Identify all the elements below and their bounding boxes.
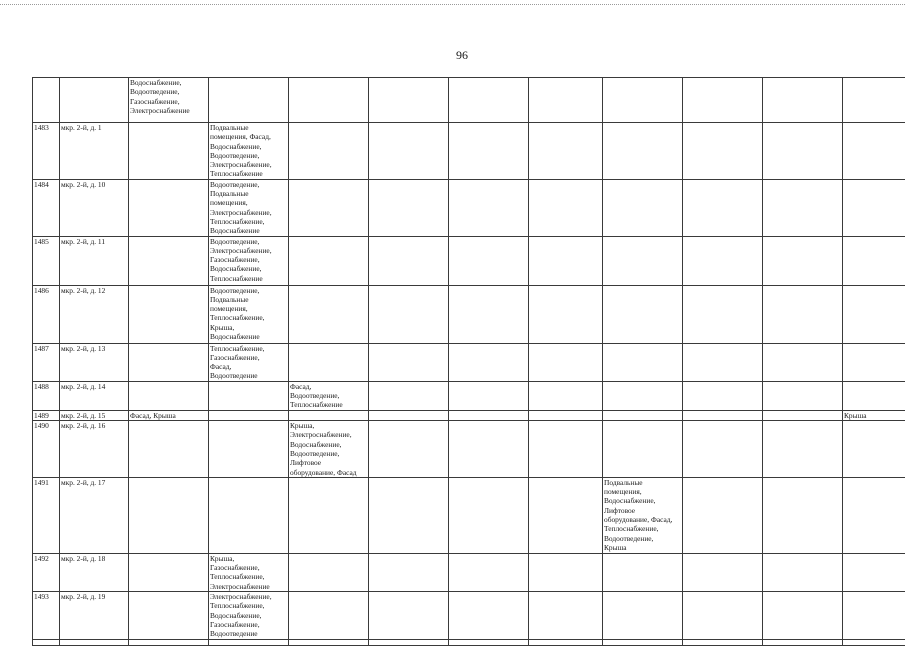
work-type-cell — [529, 123, 603, 180]
work-type-cell — [843, 553, 905, 591]
work-type-cell — [369, 343, 449, 381]
work-type-cell — [449, 410, 529, 420]
work-type-cell: Крыша, Электроснабжение, Водоснабжение, Водоотведение, Лифтовое оборудование, Фасад — [289, 421, 369, 478]
work-type-cell — [449, 421, 529, 478]
work-type-cell — [763, 179, 843, 236]
address-cell: мкр. 2-й, д. 1 — [60, 123, 129, 180]
work-type-cell — [369, 179, 449, 236]
table-row — [33, 477, 905, 553]
work-type-cell: Электроснабжение, Теплоснабжение, Водоснабжение, Газоснабжение, Водоотведение — [209, 592, 289, 639]
address-cell: мкр. 2-й, д. 15 — [60, 410, 129, 420]
work-type-cell — [369, 592, 449, 639]
work-type-cell — [289, 236, 369, 285]
work-type-cell — [683, 78, 763, 123]
work-type-cell — [529, 236, 603, 285]
row-number-cell: 1492 — [33, 553, 60, 591]
work-type-cell: Водоснабжение, Водоотведение, Газоснабжение, Электроснабжение — [129, 78, 209, 123]
work-type-cell — [129, 592, 209, 639]
row-number-cell: 1491 — [33, 477, 60, 553]
work-type-cell — [683, 421, 763, 478]
work-type-cell — [683, 553, 763, 591]
work-type-cell — [603, 381, 683, 410]
table-row — [33, 78, 905, 123]
work-type-cell — [683, 236, 763, 285]
work-type-cell — [449, 343, 529, 381]
work-type-cell — [603, 285, 683, 343]
work-type-cell — [209, 477, 289, 553]
work-type-cell — [843, 236, 905, 285]
work-type-cell — [289, 343, 369, 381]
work-type-cell — [369, 477, 449, 553]
work-type-cell — [369, 236, 449, 285]
work-type-cell — [449, 78, 529, 123]
scan-edge-line — [0, 4, 905, 5]
work-type-cell: Водоотведение, Подвальные помещения, Теплоснабжение, Крыша, Водоснабжение — [209, 285, 289, 343]
work-type-cell — [289, 123, 369, 180]
work-type-cell — [289, 553, 369, 591]
work-type-cell — [843, 78, 905, 123]
work-type-cell — [763, 78, 843, 123]
work-type-cell — [843, 477, 905, 553]
row-number-cell: 1485 — [33, 236, 60, 285]
work-type-cell — [369, 553, 449, 591]
table-row — [33, 343, 905, 381]
work-type-cell: Крыша, Газоснабжение, Теплоснабжение, Электроснабжение — [209, 553, 289, 591]
work-type-cell — [763, 123, 843, 180]
work-type-cell: Подвальные помещения, Фасад, Водоснабжение, Водоотведение, Электроснабжение, Теплоснабжение — [209, 123, 289, 180]
work-type-cell — [683, 343, 763, 381]
repair-schedule-table — [32, 77, 905, 646]
work-type-cell — [603, 78, 683, 123]
work-type-cell — [449, 477, 529, 553]
work-type-cell — [843, 381, 905, 410]
work-type-cell — [449, 236, 529, 285]
work-type-cell — [289, 410, 369, 420]
address-cell: мкр. 2-й, д. 19 — [60, 592, 129, 639]
page-number: 96 — [456, 48, 468, 63]
work-type-cell: Водоотведение, Электроснабжение, Газоснабжение, Водоснабжение, Теплоснабжение — [209, 236, 289, 285]
work-type-cell — [289, 477, 369, 553]
work-type-cell — [683, 592, 763, 639]
work-type-cell — [763, 285, 843, 343]
work-type-cell — [449, 553, 529, 591]
work-type-cell — [129, 381, 209, 410]
work-type-cell — [369, 421, 449, 478]
work-type-cell — [683, 410, 763, 420]
work-type-cell — [603, 421, 683, 478]
work-type-cell — [369, 285, 449, 343]
work-type-cell — [289, 78, 369, 123]
work-type-cell — [683, 381, 763, 410]
work-type-cell — [449, 179, 529, 236]
work-type-cell — [603, 553, 683, 591]
row-number-cell: 1488 — [33, 381, 60, 410]
work-type-cell — [843, 592, 905, 639]
work-type-cell — [289, 592, 369, 639]
work-type-cell — [683, 477, 763, 553]
work-type-cell — [209, 410, 289, 420]
work-type-cell: Подвальные помещения, Водоснабжение, Лифтовое оборудование, Фасад, Теплоснабжение, Водоотведение, Крыша — [603, 477, 683, 553]
work-type-cell — [529, 477, 603, 553]
work-type-cell — [763, 421, 843, 478]
work-type-cell — [129, 179, 209, 236]
work-type-cell — [449, 381, 529, 410]
row-number-cell: 1493 — [33, 592, 60, 639]
work-type-cell — [129, 123, 209, 180]
work-type-cell — [603, 179, 683, 236]
work-type-cell — [369, 410, 449, 420]
work-type-cell — [129, 477, 209, 553]
work-type-cell — [843, 179, 905, 236]
row-number-cell: 1490 — [33, 421, 60, 478]
work-type-cell — [763, 343, 843, 381]
work-type-cell: Водоотведение, Подвальные помещения, Электроснабжение, Теплоснабжение, Водоснабжение — [209, 179, 289, 236]
work-type-cell — [843, 343, 905, 381]
work-type-cell — [369, 78, 449, 123]
work-type-cell — [603, 236, 683, 285]
work-type-cell — [763, 236, 843, 285]
address-cell: мкр. 2-й, д. 14 — [60, 381, 129, 410]
work-type-cell — [449, 123, 529, 180]
work-type-cell — [529, 381, 603, 410]
address-cell: мкр. 2-й, д. 18 — [60, 553, 129, 591]
address-cell: мкр. 2-й, д. 11 — [60, 236, 129, 285]
work-type-cell — [369, 381, 449, 410]
work-type-cell: Крыша — [843, 410, 905, 420]
row-number-cell: 1484 — [33, 179, 60, 236]
work-type-cell — [129, 343, 209, 381]
work-type-cell — [529, 410, 603, 420]
table-row — [33, 592, 905, 639]
table-row — [33, 421, 905, 478]
work-type-cell — [763, 553, 843, 591]
work-type-cell — [763, 410, 843, 420]
work-type-cell — [763, 477, 843, 553]
work-type-cell — [129, 421, 209, 478]
work-type-cell — [209, 421, 289, 478]
table-row — [33, 123, 905, 180]
work-type-cell — [529, 343, 603, 381]
address-cell: мкр. 2-й, д. 16 — [60, 421, 129, 478]
table-row — [33, 285, 905, 343]
address-cell: мкр. 2-й, д. 10 — [60, 179, 129, 236]
work-type-cell: Фасад, Крыша — [129, 410, 209, 420]
work-type-cell — [529, 421, 603, 478]
work-type-cell — [369, 123, 449, 180]
row-number-cell — [33, 78, 60, 123]
address-cell: мкр. 2-й, д. 12 — [60, 285, 129, 343]
work-type-cell — [683, 123, 763, 180]
table-row — [33, 179, 905, 236]
work-type-cell — [129, 236, 209, 285]
address-cell: мкр. 2-й, д. 17 — [60, 477, 129, 553]
work-type-cell: Фасад, Водоотведение, Теплоснабжение — [289, 381, 369, 410]
work-type-cell — [209, 381, 289, 410]
row-number-cell: 1489 — [33, 410, 60, 420]
work-type-cell — [129, 285, 209, 343]
work-type-cell — [603, 123, 683, 180]
work-type-cell — [529, 78, 603, 123]
work-type-cell — [763, 381, 843, 410]
address-cell — [60, 78, 129, 123]
work-type-cell — [289, 285, 369, 343]
work-type-cell — [129, 553, 209, 591]
work-type-cell — [843, 123, 905, 180]
work-type-cell — [529, 285, 603, 343]
work-type-cell — [603, 592, 683, 639]
row-number-cell: 1486 — [33, 285, 60, 343]
table-row — [33, 553, 905, 591]
address-cell: мкр. 2-й, д. 13 — [60, 343, 129, 381]
work-type-cell — [289, 179, 369, 236]
work-type-cell — [529, 179, 603, 236]
table-row — [33, 381, 905, 410]
work-type-cell — [603, 343, 683, 381]
work-type-cell — [603, 410, 683, 420]
work-type-cell — [529, 553, 603, 591]
work-type-cell: Теплоснабжение, Газоснабжение, Фасад, Водоотведение — [209, 343, 289, 381]
work-type-cell — [529, 592, 603, 639]
work-type-cell — [843, 421, 905, 478]
row-number-cell: 1487 — [33, 343, 60, 381]
work-type-cell — [449, 285, 529, 343]
row-number-cell: 1483 — [33, 123, 60, 180]
table-row — [33, 410, 905, 420]
work-type-cell — [683, 285, 763, 343]
work-type-cell — [763, 592, 843, 639]
work-type-cell — [209, 78, 289, 123]
work-type-cell — [449, 592, 529, 639]
work-type-cell — [683, 179, 763, 236]
table-row — [33, 236, 905, 285]
work-type-cell — [843, 285, 905, 343]
